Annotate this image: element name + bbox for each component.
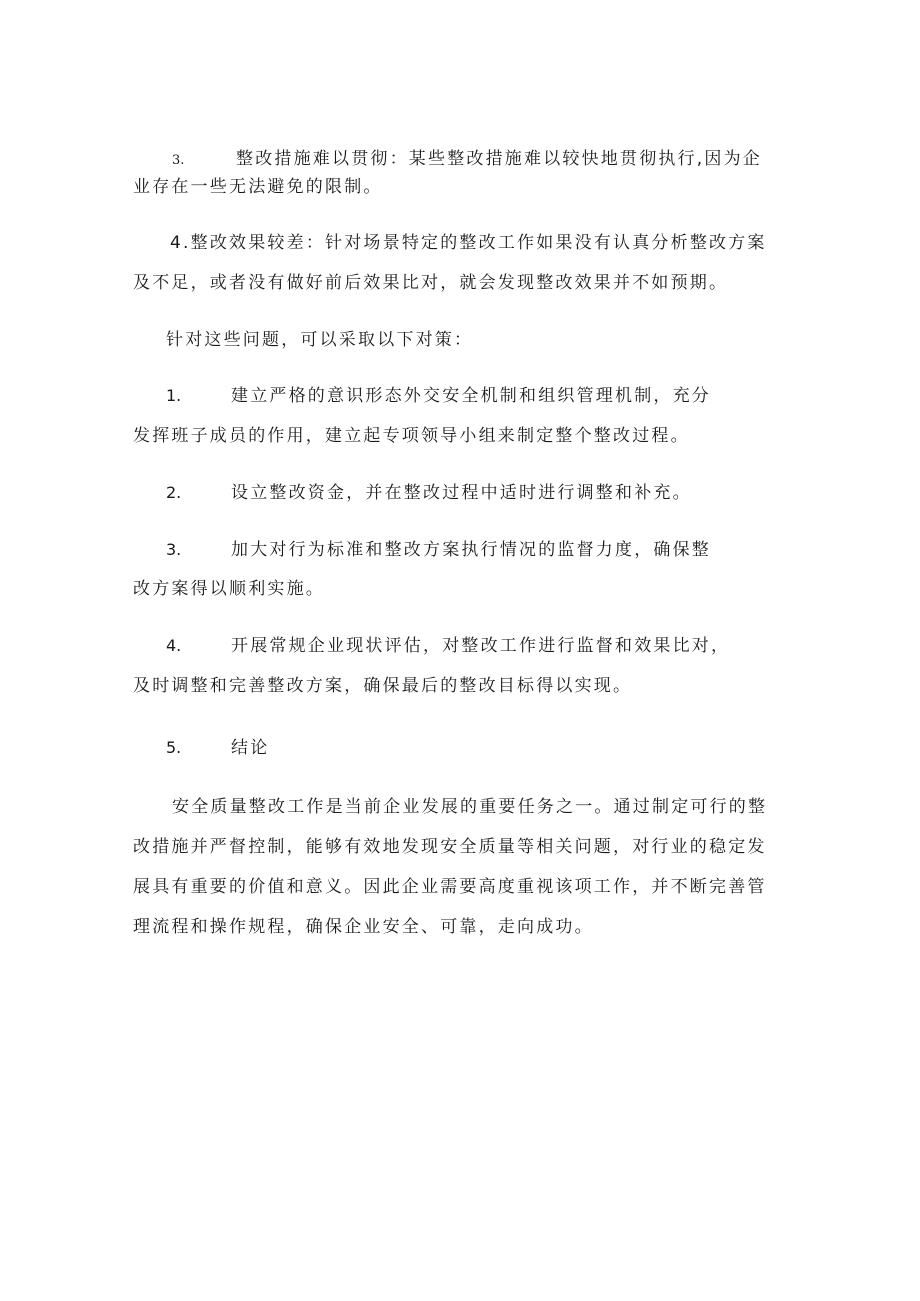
measure-3-number: 3. <box>166 540 182 559</box>
conclusion-number: 5. <box>166 738 182 757</box>
conclusion-line-4: 理流程和操作规程，确保企业安全、可靠，走向成功。 <box>133 917 594 937</box>
issue-3-number: 3. <box>172 153 185 168</box>
measure-4-number: 4. <box>166 636 182 655</box>
measures-intro: 针对这些问题，可以采取以下对策： <box>166 330 474 350</box>
measure-1-line-2: 发挥班子成员的作用，建立起专项领导小组来制定整个整改过程。 <box>133 426 690 446</box>
conclusion-line-1: 安全质量整改工作是当前企业发展的重要任务之一。通过制定可行的整 <box>172 797 768 817</box>
conclusion-line-2: 改措施并严督控制，能够有效地发现安全质量等相关问题，对行业的稳定发 <box>133 837 767 857</box>
issue-4-line-2: 及不足，或者没有做好前后效果比对，就会发现整改效果并不如预期。 <box>133 273 729 293</box>
measure-1-line-1: 建立严格的意识形态外交安全机制和组织管理机制，充分 <box>231 386 711 406</box>
measure-4-line-2: 及时调整和完善整改方案，确保最后的整改目标得以实现。 <box>133 676 633 696</box>
issue-3-line-1: 整改措施难以贯彻：某些整改措施难以较快地贯彻执行,因为企 <box>236 149 763 169</box>
measure-2-line-1: 设立整改资金，并在整改过程中适时进行调整和补充。 <box>231 483 692 503</box>
measure-3-line-2: 改方案得以顺利实施。 <box>133 579 325 599</box>
measure-1-number: 1. <box>166 386 182 405</box>
measure-2-number: 2. <box>166 483 182 502</box>
conclusion-heading: 结论 <box>231 738 270 758</box>
issue-4-line-1: 4.整改效果较差：针对场景特定的整改工作如果没有认真分析整改方案 <box>170 233 767 253</box>
conclusion-line-3: 展具有重要的价值和意义。因此企业需要高度重视该项工作，并不断完善管 <box>133 877 767 897</box>
measure-3-line-1: 加大对行为标准和整改方案执行情况的监督力度，确保整 <box>231 540 711 560</box>
measure-4-line-1: 开展常规企业现状评估，对整改工作进行监督和效果比对， <box>231 636 731 656</box>
issue-3-line-2: 业存在一些无法避免的限制。 <box>133 177 383 197</box>
